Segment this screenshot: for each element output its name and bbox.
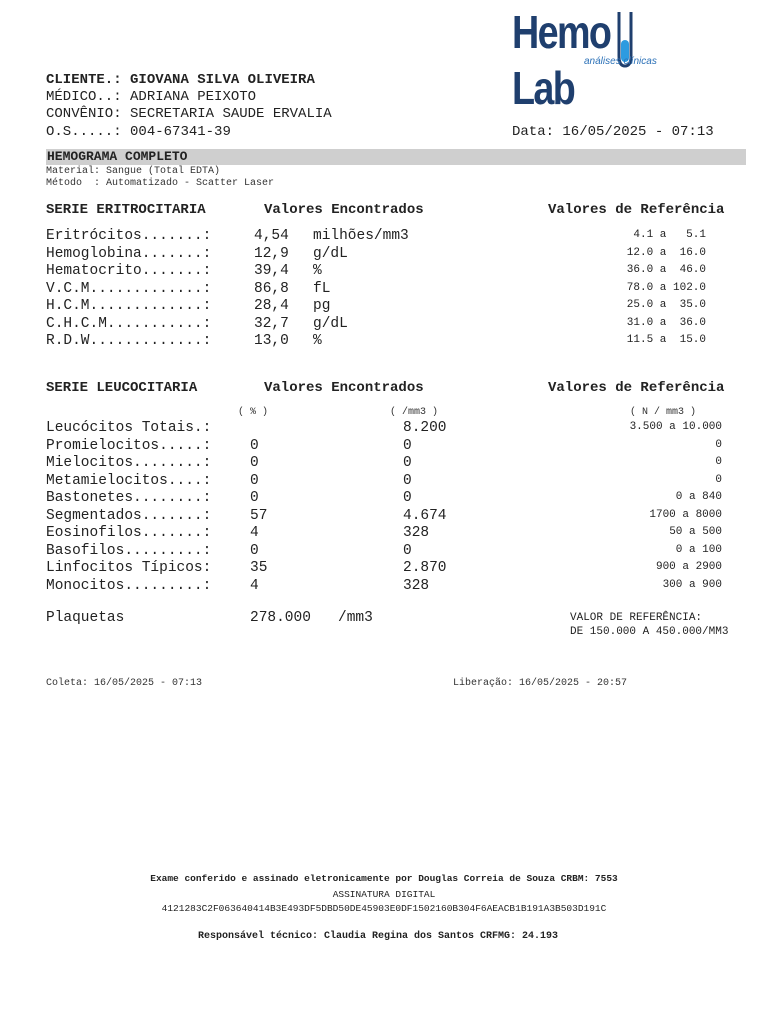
os-line: [46, 124, 231, 141]
convenio-line: [46, 106, 332, 123]
eritro-row-value: 39,4: [254, 263, 289, 279]
cliente-line: [46, 72, 315, 89]
leuco-row-ref: 300 a 900: [662, 578, 722, 591]
eritro-row-label: Hemoglobina.......:: [46, 245, 212, 262]
leuco-row-abs: 0: [403, 437, 412, 454]
eritro-row-ref: 25.0 a 35.0: [626, 299, 706, 311]
leuco-heading: SERIE LEUCOCITARIA: [46, 380, 198, 396]
leuco-row-label: Linfocitos Típicos:: [46, 560, 212, 576]
convenio-label: CONVÊNIO:: [46, 106, 122, 122]
eritro-row-value: 28,4: [254, 298, 289, 314]
eritro-row-label: C.H.C.M...........:: [46, 315, 212, 332]
responsavel-tecnico: Responsável técnico: Claudia Regina dos Santos CRFMG: 24.193: [197, 931, 559, 942]
leuco-row-label: Monocitos.........:: [46, 577, 212, 594]
leuco-row-label: Basofilos.........:: [46, 542, 212, 559]
leuco-row-label: Segmentados.......:: [46, 507, 212, 524]
plaquetas-unit: /mm3: [338, 610, 373, 626]
leuco-row-pct: 57: [250, 507, 268, 524]
plaquetas-value: 278.000: [250, 610, 311, 626]
eritro-row-label: Hematocrito.......:: [46, 263, 212, 279]
eritro-row-label: H.C.M.............:: [46, 298, 212, 314]
exam-title-bar: [46, 149, 746, 165]
cliente-label: CLIENTE.:: [46, 72, 122, 88]
convenio-name: SECRETARIA SAUDE ERVALIA: [130, 106, 332, 122]
eritro-row-unit: %: [313, 333, 322, 349]
leuco-row-abs: 328: [403, 577, 430, 594]
leuco-row-label: Metamielocitos....:: [46, 472, 212, 489]
leuco-row-ref: 0: [715, 438, 722, 451]
leuco-row-abs: 4.674: [403, 507, 447, 524]
signature-hash: 4121283C2F063640414B3E493DF5DBD50DE45903E0DF1502160B304F6AEACB1B191A3B503D191C: [161, 903, 607, 914]
leuco-row-abs: 2.870: [403, 560, 447, 576]
leuco-row-abs: 0: [403, 542, 412, 559]
leuco-row-pct: 4: [250, 577, 259, 594]
hemolab-logo: [512, 4, 702, 114]
leuco-row-pct: 0: [250, 490, 259, 506]
leuco-row-ref: 900 a 2900: [655, 561, 722, 573]
report-date: Data: 16/05/2025 - 07:13: [512, 124, 714, 140]
conferido-text: Exame conferido e assinado eletronicamente por Douglas Correia de Souza CRBM: 7553: [150, 873, 618, 884]
leuco-row-ref: 50 a 500: [669, 526, 722, 538]
leuco-row-label: Bastonetes........:: [46, 490, 212, 506]
exam-title: HEMOGRAMA COMPLETO: [47, 149, 188, 164]
eritro-row-label: Eritrócitos.......:: [46, 228, 212, 244]
eritro-row-label: R.D.W.............:: [46, 333, 212, 349]
exam-method: Método : Automatizado - Scatter Laser: [46, 178, 275, 189]
leuco-row-ref: 0 a 840: [675, 491, 722, 503]
leuco-row-ref: 0 a 100: [675, 543, 722, 556]
leuco-row-pct: 4: [250, 525, 259, 541]
eritro-heading: SERIE ERITROCITARIA: [46, 202, 206, 218]
leuco-row-abs: 0: [403, 472, 412, 489]
os-label: O.S.....:: [46, 124, 122, 140]
leuco-row-abs: 0: [403, 490, 412, 506]
plaquetas-label: Plaquetas: [46, 610, 125, 626]
eritro-found-heading: Valores Encontrados: [264, 202, 424, 218]
eritro-row-unit: milhões/mm3: [313, 228, 409, 244]
exam-material: Material: Sangue (Total EDTA): [46, 166, 221, 177]
leuco-row-label: Promielocitos.....:: [46, 437, 212, 454]
eritro-row-value: 4,54: [254, 228, 289, 244]
eritro-row-ref: 36.0 a 46.0: [626, 264, 706, 276]
leuco-row-ref: 0: [715, 456, 722, 468]
eritro-row-value: 32,7: [254, 315, 289, 332]
leuco-pct-header: ( % ): [238, 407, 269, 418]
leuco-row-pct: 0: [250, 455, 259, 471]
os-number: 004-67341-39: [130, 124, 231, 140]
medico-line: [46, 89, 256, 106]
coleta-date: Coleta: 16/05/2025 - 07:13: [46, 678, 203, 689]
eritro-row-value: 86,8: [254, 280, 289, 297]
leuco-row-label: Leucócitos Totais.:: [46, 420, 212, 436]
eritro-row-ref: 78.0 a 102.0: [626, 281, 706, 294]
leuco-ref-header: ( N / mm3 ): [630, 407, 697, 418]
leuco-row-ref: 1700 a 8000: [649, 508, 722, 521]
eritro-row-ref: 11.5 a 15.0: [626, 334, 706, 346]
leuco-row-pct: 0: [250, 472, 259, 489]
leuco-row-pct: 0: [250, 542, 259, 559]
eritro-row-unit: %: [313, 263, 322, 279]
leuco-row-abs: 8.200: [403, 420, 447, 436]
liberacao-date: Liberação: 16/05/2025 - 20:57: [453, 678, 628, 689]
leuco-row-abs: 0: [403, 455, 412, 471]
logo-word: HemoLab: [512, 6, 611, 114]
leuco-row-ref: 0: [715, 473, 722, 486]
eritro-row-label: V.C.M.............:: [46, 280, 212, 297]
eritro-row-unit: fL: [313, 280, 331, 297]
eritro-row-unit: pg: [313, 298, 331, 314]
eritro-row-unit: g/dL: [313, 245, 348, 262]
medico-name: ADRIANA PEIXOTO: [130, 89, 257, 105]
eritro-row-value: 13,0: [254, 333, 289, 349]
leuco-row-pct: 35: [250, 560, 268, 576]
plaquetas-ref-range: DE 150.000 A 450.000/MM3: [570, 626, 729, 638]
leuco-abs-header: ( /mm3 ): [390, 407, 439, 418]
leuco-row-label: Mielocitos........:: [46, 455, 212, 471]
eritro-ref-heading: Valores de Referência: [548, 202, 725, 218]
eritro-row-ref: 12.0 a 16.0: [626, 246, 706, 259]
plaquetas-ref-title: VALOR DE REFERÊNCIA:: [570, 612, 703, 624]
logo-tagline: análises clínicas: [584, 56, 657, 67]
eritro-row-ref: 31.0 a 36.0: [626, 316, 706, 329]
leuco-row-pct: 0: [250, 437, 259, 454]
leuco-row-abs: 328: [403, 525, 430, 541]
assinatura-digital: ASSINATURA DIGITAL: [332, 889, 436, 900]
leuco-row-ref: 3.500 a 10.000: [629, 421, 722, 433]
eritro-row-unit: g/dL: [313, 315, 348, 332]
eritro-row-ref: 4.1 a 5.1: [633, 229, 706, 241]
leuco-ref-heading: Valores de Referência: [548, 380, 725, 396]
eritro-row-value: 12,9: [254, 245, 289, 262]
leuco-found-heading: Valores Encontrados: [264, 380, 424, 396]
cliente-name: GIOVANA SILVA OLIVEIRA: [130, 72, 315, 88]
medico-label: MÉDICO..:: [46, 89, 122, 105]
leuco-row-label: Eosinofilos.......:: [46, 525, 212, 541]
